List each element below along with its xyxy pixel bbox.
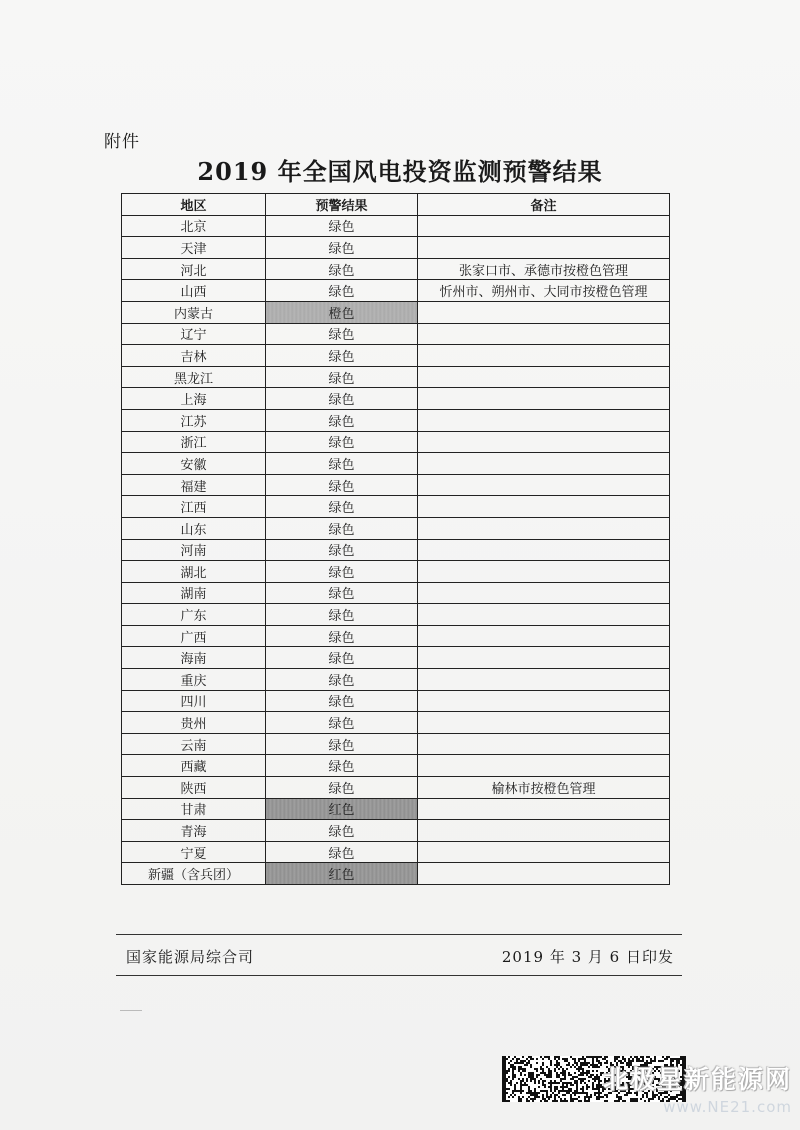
- issuer: 国家能源局综合司: [126, 948, 255, 966]
- warning-level-cell: 绿色: [266, 647, 418, 669]
- table-row: [122, 798, 670, 820]
- note-cell: [418, 517, 670, 539]
- warning-level-cell: 绿色: [266, 366, 418, 388]
- table-row: [122, 496, 670, 518]
- table-row: [122, 755, 670, 777]
- page-number-mark: [120, 1010, 142, 1011]
- warning-level-cell: 绿色: [266, 820, 418, 842]
- attachment-label: 附件: [104, 132, 140, 152]
- warning-level-cell: 绿色: [266, 777, 418, 799]
- warning-results-table: [121, 193, 670, 885]
- warning-level-cell: 绿色: [266, 258, 418, 280]
- warning-level-cell: 绿色: [266, 496, 418, 518]
- warning-level-cell: 橙色: [266, 301, 418, 323]
- note-cell: [418, 366, 670, 388]
- table-row: [122, 625, 670, 647]
- warning-level-cell: 绿色: [266, 345, 418, 367]
- table-row: [122, 280, 670, 302]
- region-cell: 辽宁: [122, 323, 266, 345]
- warning-level-cell: 绿色: [266, 280, 418, 302]
- note-cell: [418, 496, 670, 518]
- note-cell: [418, 388, 670, 410]
- note-cell: [418, 690, 670, 712]
- note-cell: [418, 474, 670, 496]
- warning-level-cell: 绿色: [266, 604, 418, 626]
- region-cell: 江西: [122, 496, 266, 518]
- warning-level-cell: 绿色: [266, 841, 418, 863]
- column-header-region: 地区: [122, 194, 266, 216]
- table-row: [122, 712, 670, 734]
- region-cell: 内蒙古: [122, 301, 266, 323]
- note-cell: [418, 237, 670, 259]
- region-cell: 浙江: [122, 431, 266, 453]
- region-cell: 吉林: [122, 345, 266, 367]
- table-row: [122, 539, 670, 561]
- region-cell: 山东: [122, 517, 266, 539]
- issue-date: 2019 年 3 月 6 日印发: [501, 948, 674, 966]
- table-header-row: [122, 194, 670, 216]
- warning-level-cell: 绿色: [266, 453, 418, 475]
- note-cell: [418, 409, 670, 431]
- table-row: [122, 474, 670, 496]
- region-cell: 福建: [122, 474, 266, 496]
- warning-level-cell: 绿色: [266, 517, 418, 539]
- note-cell: [418, 215, 670, 237]
- warning-level-cell: 红色: [266, 863, 418, 885]
- note-cell: [418, 647, 670, 669]
- note-cell: [418, 841, 670, 863]
- region-cell: 天津: [122, 237, 266, 259]
- watermark-url: www.NE21.com: [663, 1098, 792, 1116]
- footer-top-rule: [116, 934, 682, 935]
- note-cell: 张家口市、承德市按橙色管理: [418, 258, 670, 280]
- warning-level-cell: 绿色: [266, 388, 418, 410]
- warning-level-cell: 绿色: [266, 409, 418, 431]
- table-row: [122, 237, 670, 259]
- watermark: [603, 1060, 792, 1116]
- table-row: [122, 215, 670, 237]
- region-cell: 重庆: [122, 669, 266, 691]
- warning-level-cell: 绿色: [266, 237, 418, 259]
- table-row: [122, 409, 670, 431]
- region-cell: 海南: [122, 647, 266, 669]
- note-cell: [418, 733, 670, 755]
- region-cell: 新疆（含兵团）: [122, 863, 266, 885]
- table-row: [122, 388, 670, 410]
- table-row: [122, 258, 670, 280]
- note-cell: 榆林市按橙色管理: [418, 777, 670, 799]
- warning-level-cell: 绿色: [266, 215, 418, 237]
- region-cell: 北京: [122, 215, 266, 237]
- note-cell: [418, 301, 670, 323]
- note-cell: [418, 669, 670, 691]
- region-cell: 宁夏: [122, 841, 266, 863]
- table-row: [122, 453, 670, 475]
- note-cell: [418, 820, 670, 842]
- region-cell: 黑龙江: [122, 366, 266, 388]
- region-cell: 甘肃: [122, 798, 266, 820]
- region-cell: 西藏: [122, 755, 266, 777]
- warning-level-cell: 绿色: [266, 431, 418, 453]
- region-cell: 河北: [122, 258, 266, 280]
- table-row: [122, 517, 670, 539]
- warning-level-cell: 绿色: [266, 669, 418, 691]
- table-row: [122, 820, 670, 842]
- warning-level-cell: 绿色: [266, 625, 418, 647]
- note-cell: [418, 561, 670, 583]
- table-row: [122, 777, 670, 799]
- note-cell: [418, 712, 670, 734]
- note-cell: [418, 582, 670, 604]
- table-row: [122, 301, 670, 323]
- region-cell: 云南: [122, 733, 266, 755]
- region-cell: 陕西: [122, 777, 266, 799]
- region-cell: 河南: [122, 539, 266, 561]
- warning-level-cell: 绿色: [266, 712, 418, 734]
- table-row: [122, 366, 670, 388]
- table-row: [122, 647, 670, 669]
- column-header-note: 备注: [418, 194, 670, 216]
- table-row: [122, 431, 670, 453]
- region-cell: 江苏: [122, 409, 266, 431]
- region-cell: 四川: [122, 690, 266, 712]
- region-cell: 青海: [122, 820, 266, 842]
- warning-level-cell: 绿色: [266, 539, 418, 561]
- note-cell: [418, 453, 670, 475]
- note-cell: [418, 345, 670, 367]
- note-cell: [418, 755, 670, 777]
- region-cell: 湖南: [122, 582, 266, 604]
- table-row: [122, 690, 670, 712]
- table-row: [122, 841, 670, 863]
- note-cell: [418, 539, 670, 561]
- region-cell: 广西: [122, 625, 266, 647]
- warning-level-cell: 红色: [266, 798, 418, 820]
- warning-level-cell: 绿色: [266, 733, 418, 755]
- region-cell: 山西: [122, 280, 266, 302]
- warning-level-cell: 绿色: [266, 690, 418, 712]
- table-row: [122, 582, 670, 604]
- note-cell: [418, 863, 670, 885]
- table-row: [122, 863, 670, 885]
- warning-level-cell: 绿色: [266, 323, 418, 345]
- note-cell: [418, 625, 670, 647]
- table-row: [122, 345, 670, 367]
- column-header-warning-result: 预警结果: [266, 194, 418, 216]
- warning-level-cell: 绿色: [266, 755, 418, 777]
- warning-level-cell: 绿色: [266, 561, 418, 583]
- table-body: [122, 215, 670, 884]
- region-cell: 广东: [122, 604, 266, 626]
- warning-level-cell: 绿色: [266, 582, 418, 604]
- watermark-title: 北极星新能源网: [602, 1065, 792, 1094]
- table-row: [122, 323, 670, 345]
- region-cell: 上海: [122, 388, 266, 410]
- table-row: [122, 669, 670, 691]
- region-cell: 贵州: [122, 712, 266, 734]
- note-cell: [418, 431, 670, 453]
- table-row: [122, 561, 670, 583]
- table-row: [122, 604, 670, 626]
- region-cell: 安徽: [122, 453, 266, 475]
- warning-level-cell: 绿色: [266, 474, 418, 496]
- note-cell: [418, 798, 670, 820]
- note-cell: 忻州市、朔州市、大同市按橙色管理: [418, 280, 670, 302]
- region-cell: 湖北: [122, 561, 266, 583]
- note-cell: [418, 323, 670, 345]
- table-row: [122, 733, 670, 755]
- page-title: 2019 年全国风电投资监测预警结果: [197, 157, 603, 186]
- note-cell: [418, 604, 670, 626]
- footer-bottom-rule: [116, 975, 682, 976]
